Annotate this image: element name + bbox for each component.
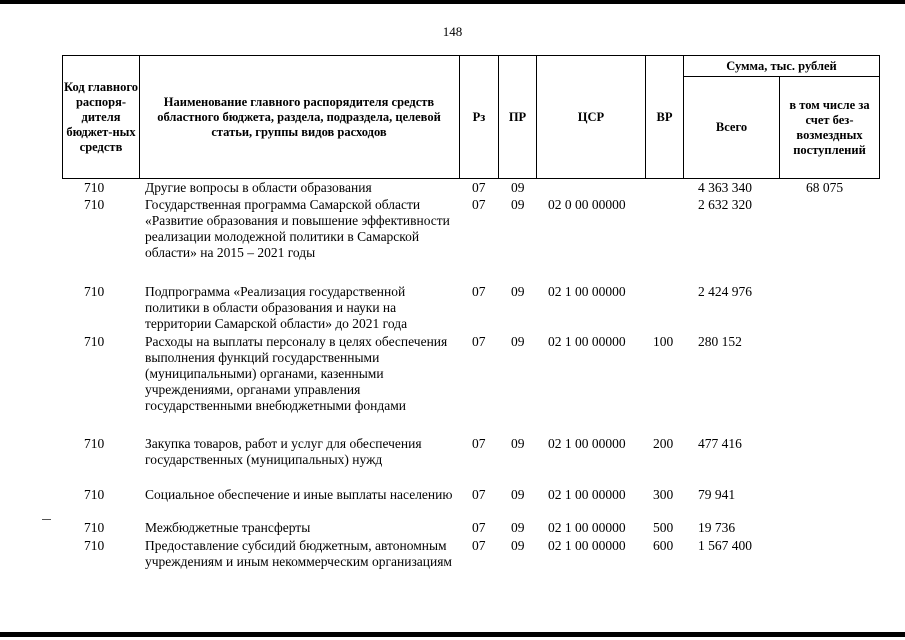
- cell-name: Другие вопросы в области образования: [145, 180, 372, 195]
- cell-csr: 02 1 00 00000: [548, 334, 626, 349]
- cell-name: Расходы на выплаты персоналу в целях обеспечения выполнения функций государственными (муниципальными) органами, казенными учреждениями, органами управления государственными внебюджетными фондами: [145, 334, 448, 413]
- cell-incl: 68 075: [806, 180, 844, 195]
- header-pr: ПР: [508, 109, 527, 124]
- table-row: [0, 197, 905, 281]
- cell-code: 710: [84, 487, 105, 502]
- cell-pr: 09: [511, 284, 525, 299]
- cell-rz: 07: [472, 334, 486, 349]
- cell-code: 710: [84, 538, 105, 553]
- cell-name: Государственная программа Самарской области «Развитие образования и повышение эффективности реализации молодежной политики в Самарской области» на 2015 – 2021 годы: [145, 197, 450, 260]
- cell-rz: 07: [472, 197, 486, 212]
- header-csr: ЦСР: [577, 109, 605, 124]
- cell-code: 710: [84, 180, 105, 195]
- cell-total: 2 424 976: [698, 284, 752, 299]
- cell-pr: 09: [511, 538, 525, 553]
- cell-rz: 07: [472, 284, 486, 299]
- table-row: [0, 487, 905, 521]
- col-divider: [139, 56, 140, 178]
- cell-vr: 600: [653, 538, 674, 553]
- cell-pr: 09: [511, 436, 525, 451]
- cell-csr: 02 1 00 00000: [548, 487, 626, 502]
- cell-name: Предоставление субсидий бюджетным, автономным учреждениям и иным некоммерческим организациям: [145, 538, 452, 569]
- cell-vr: 300: [653, 487, 674, 502]
- cell-pr: 09: [511, 334, 525, 349]
- cell-rz: 07: [472, 538, 486, 553]
- cell-csr: 02 1 00 00000: [548, 538, 626, 553]
- cell-pr: 09: [511, 520, 525, 535]
- cell-rz: 07: [472, 520, 486, 535]
- cell-name: Закупка товаров, работ и услуг для обеспечения государственных (муниципальных) нужд: [145, 436, 422, 467]
- margin-mark: [42, 519, 51, 520]
- cell-total: 4 363 340: [698, 180, 752, 195]
- table-row: [0, 284, 905, 334]
- cell-total: 280 152: [698, 334, 742, 349]
- table-row: [0, 180, 905, 196]
- header-incl: в том числе за счет без-возмездных поступлений: [789, 97, 870, 157]
- cell-rz: 07: [472, 436, 486, 451]
- cell-total: 2 632 320: [698, 197, 752, 212]
- header-sum: Сумма, тыс. рублей: [726, 58, 837, 73]
- cell-csr: 02 0 00 00000: [548, 197, 626, 212]
- top-rule: [0, 0, 905, 4]
- cell-total: 19 736: [698, 520, 736, 535]
- cell-pr: 09: [511, 180, 525, 195]
- cell-total: 477 416: [698, 436, 742, 451]
- cell-vr: 100: [653, 334, 674, 349]
- table-row: [0, 520, 905, 536]
- cell-vr: 500: [653, 520, 674, 535]
- cell-code: 710: [84, 520, 105, 535]
- table-header: [62, 55, 880, 179]
- page-number: 148: [442, 24, 463, 39]
- cell-total: 79 941: [698, 487, 736, 502]
- header-name: Наименование главного распорядителя средств областного бюджета, раздела, подраздела, целевой статьи, группы видов расходов: [157, 94, 441, 139]
- cell-code: 710: [84, 284, 105, 299]
- cell-code: 710: [84, 197, 105, 212]
- header-code: Код главного распоря-дителя бюджет-ных средств: [64, 79, 138, 154]
- cell-csr: 02 1 00 00000: [548, 436, 626, 451]
- header-rz: Рз: [472, 109, 486, 124]
- table-row: [0, 436, 905, 486]
- table-row: [0, 334, 905, 434]
- bottom-rule: [0, 632, 905, 637]
- cell-name: Межбюджетные трансферты: [145, 520, 311, 535]
- cell-name: Подпрограмма «Реализация государственной политики в области образования и науки на территории Самарской области» до 2021 года: [145, 284, 408, 331]
- cell-rz: 07: [472, 487, 486, 502]
- cell-total: 1 567 400: [698, 538, 752, 553]
- cell-vr: 200: [653, 436, 674, 451]
- table-row: [0, 538, 905, 588]
- header-total: Всего: [715, 120, 748, 134]
- cell-code: 710: [84, 436, 105, 451]
- cell-pr: 09: [511, 487, 525, 502]
- cell-csr: 02 1 00 00000: [548, 284, 626, 299]
- cell-name: Социальное обеспечение и иные выплаты населению: [145, 487, 453, 502]
- cell-pr: 09: [511, 197, 525, 212]
- cell-code: 710: [84, 334, 105, 349]
- cell-csr: 02 1 00 00000: [548, 520, 626, 535]
- cell-rz: 07: [472, 180, 486, 195]
- header-vr: ВР: [656, 109, 673, 124]
